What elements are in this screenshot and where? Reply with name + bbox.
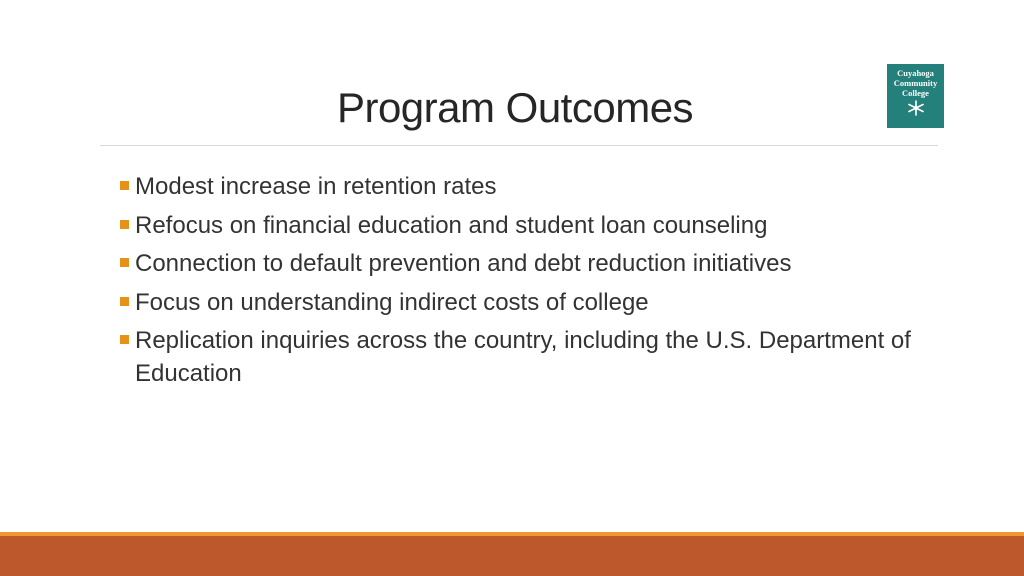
title-divider	[100, 145, 938, 146]
college-logo	[887, 64, 944, 128]
bullet-list	[118, 170, 918, 396]
square-bullet-icon	[120, 220, 129, 229]
bullet-item	[118, 170, 918, 203]
square-bullet-icon	[120, 297, 129, 306]
bullet-item	[118, 247, 918, 280]
bullet-text: Connection to default prevention and debt reduction initiatives	[135, 250, 792, 277]
snowflake-star-icon	[907, 100, 925, 116]
bullet-text: Focus on understanding indirect costs of college	[135, 288, 649, 316]
bullet-text: Replication inquiries across the country, including the U.S. Department of Education	[135, 327, 911, 387]
slide-title: Program Outcomes	[336, 84, 694, 131]
square-bullet-icon	[120, 335, 129, 344]
footer-bar	[0, 536, 1024, 576]
bullet-item	[118, 286, 918, 319]
square-bullet-icon	[120, 258, 129, 267]
logo-text-line-2: Community	[893, 78, 938, 88]
bullet-text: Refocus on financial education and student loan counseling	[135, 211, 768, 239]
logo-text-line-1: Cuyahoga	[897, 68, 934, 78]
bullet-item	[118, 209, 918, 242]
square-bullet-icon	[120, 181, 129, 190]
logo-text-line-3: College	[902, 88, 929, 98]
bullet-text: Modest increase in retention rates	[135, 173, 497, 200]
bullet-item	[118, 324, 918, 390]
